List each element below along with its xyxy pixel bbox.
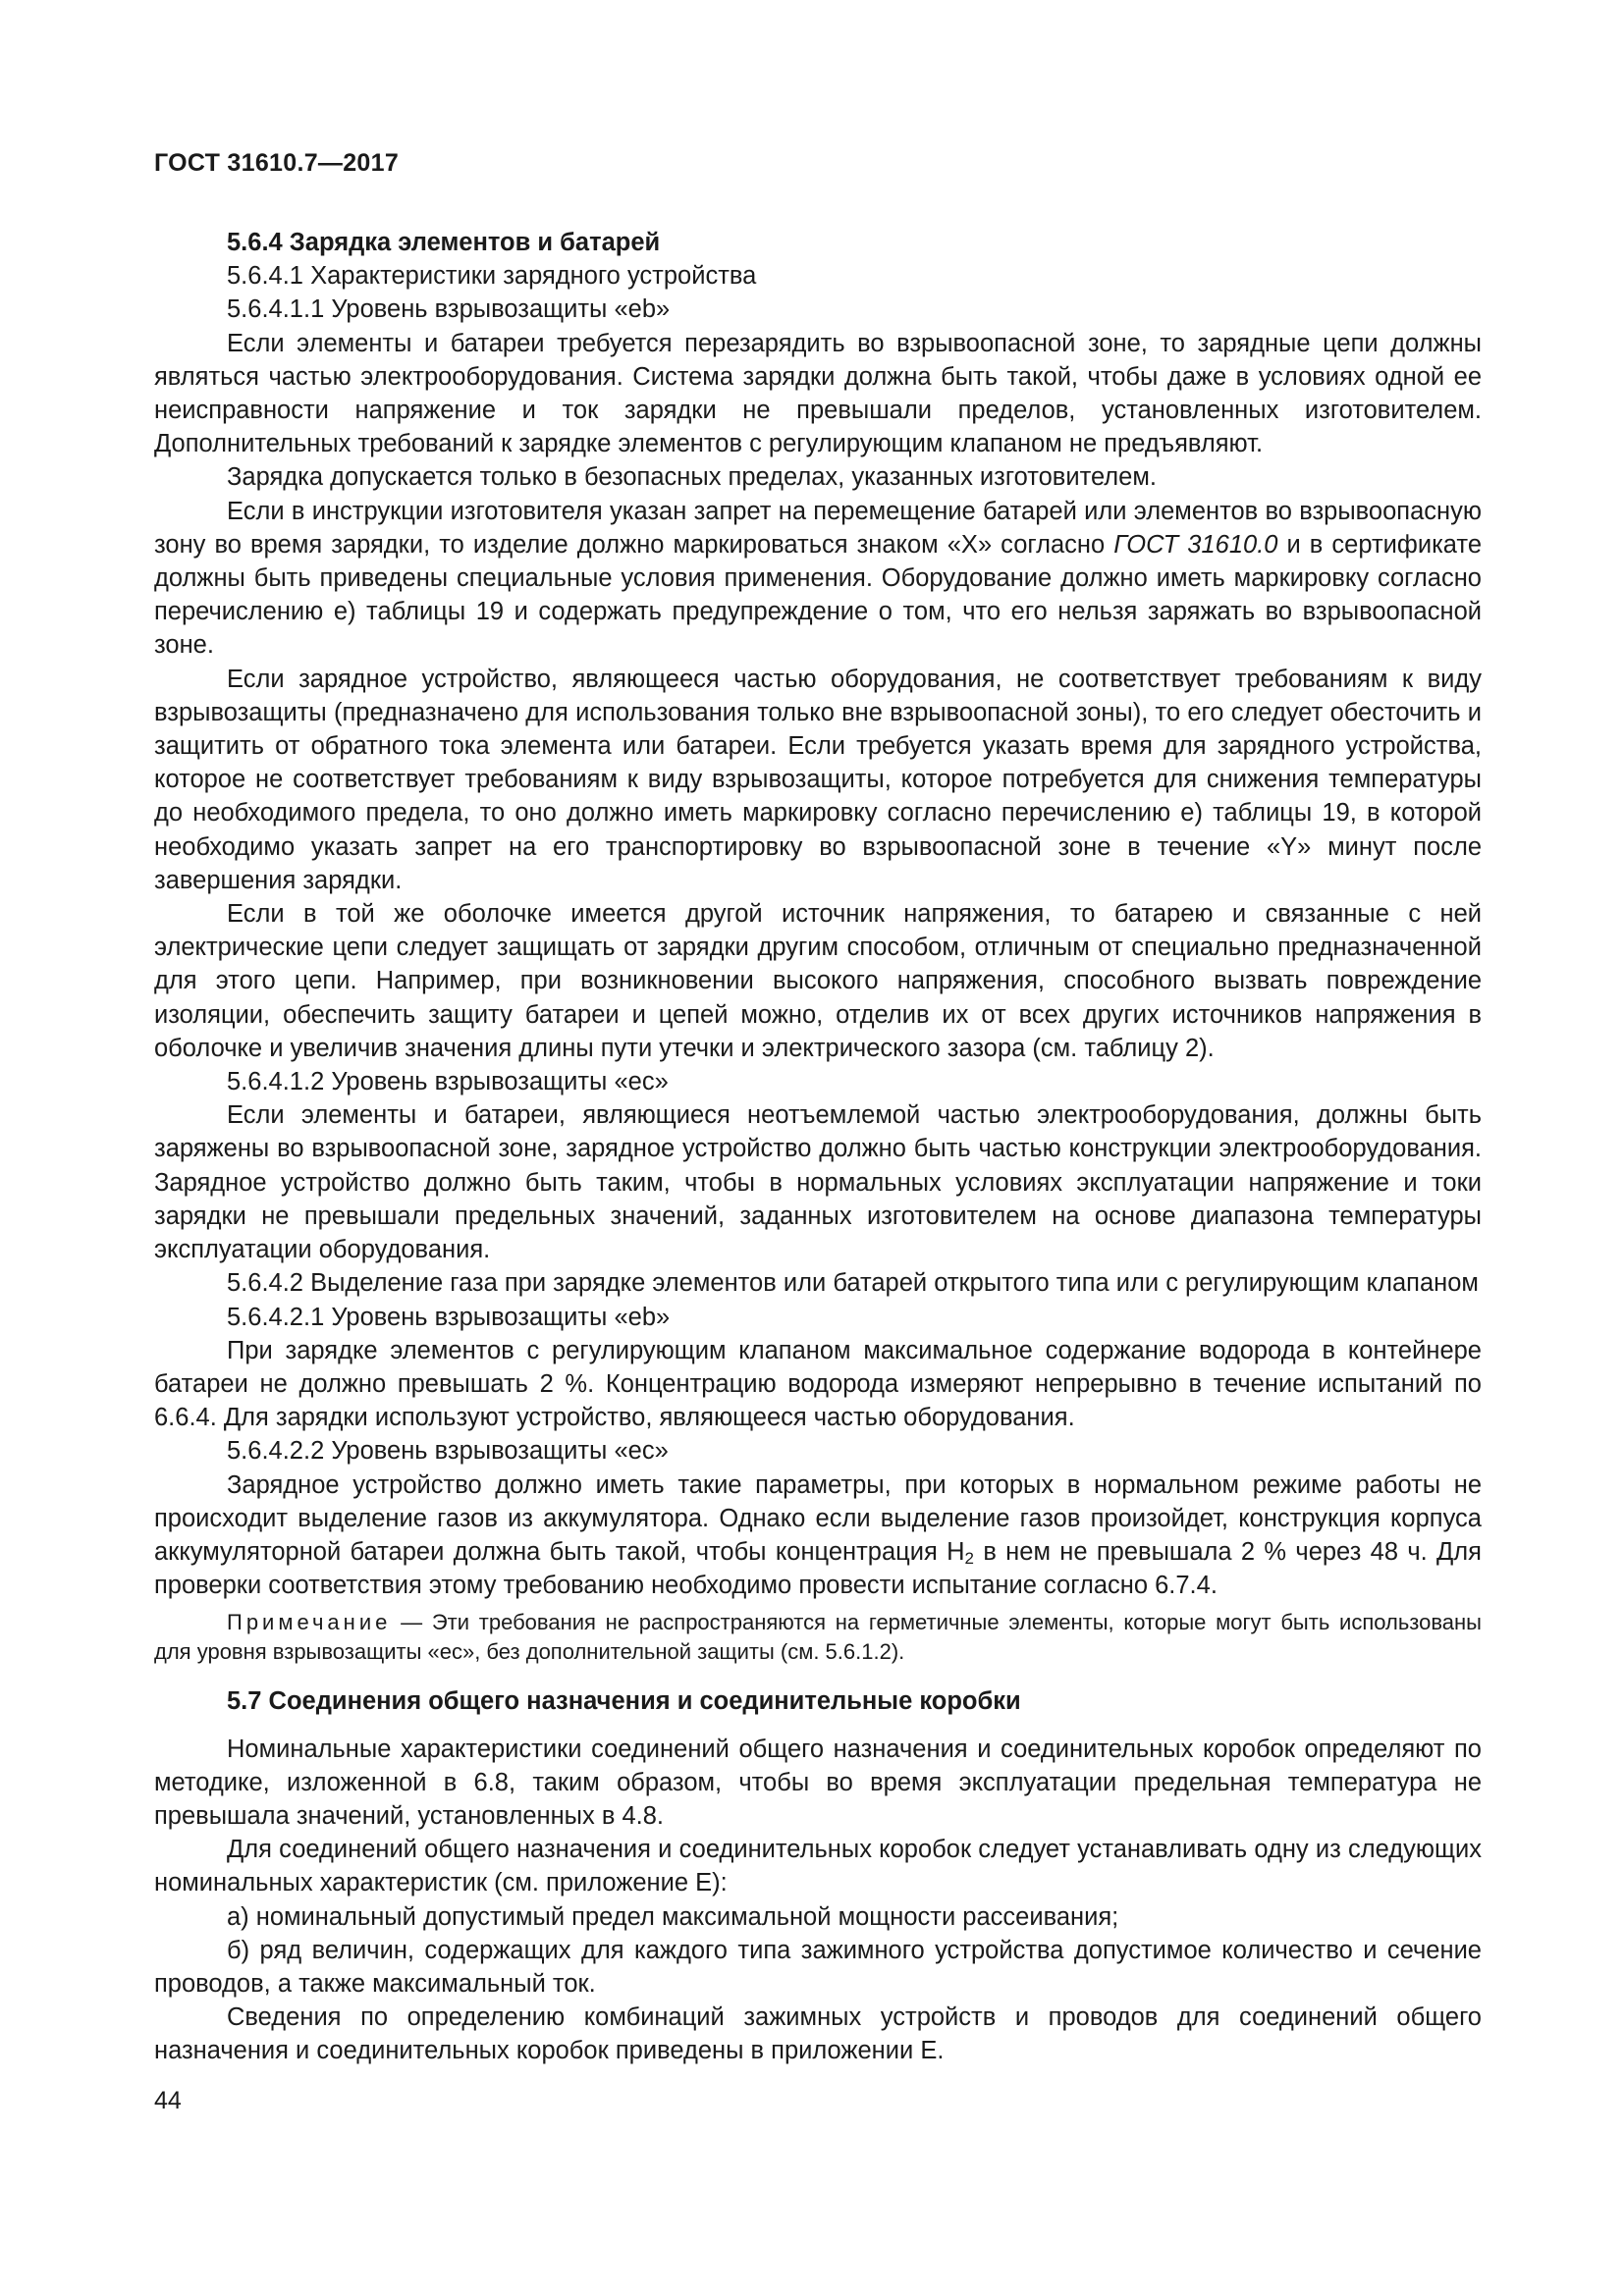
paragraph: Сведения по определению комбинаций зажимных устройств и проводов для соединений общего назначения и соединительных коробок приведены в приложении Е.	[154, 2003, 1482, 2065]
paragraph: Зарядка допускается только в безопасных пределах, указанных изготовителем.	[227, 463, 1157, 492]
paragraph: При зарядке элементов с регулирующим клапаном максимальное содержание водорода в контейнере батареи не должно превышать 2 %. Концентрацию водорода измеряют непрерывно в течение испытаний по 6.6.4. Для зарядки используют устройство, являющееся частью оборудования.	[154, 1336, 1482, 1432]
heading-5-6-4-1: 5.6.4.1 Характеристики зарядного устройства	[227, 262, 757, 291]
list-item: а) номинальный допустимый предел максимальной мощности рассеивания;	[227, 1902, 1119, 1931]
note-text: — Эти требования не распространяются на герметичные элементы, которые могут быть использованы для уровня взрывозащиты «ec», без дополнительной защиты (см. 5.6.1.2).	[154, 1610, 1482, 1665]
heading-5-6-4-1-1: 5.6.4.1.1 Уровень взрывозащиты «eb»	[227, 295, 671, 324]
heading-5-6-4-2: 5.6.4.2 Выделение газа при зарядке элементов или батарей открытого типа или с регулирующим клапаном	[227, 1269, 1479, 1298]
document-header: ГОСТ 31610.7—2017	[154, 149, 400, 177]
paragraph-text: и в сертификате должны быть приведены специальные условия применения. Оборудование должно иметь маркировку согласно перечислению е) таблицы 19 и содержать предупреждение о том, что его нельзя заряжать во взрывоопасной зоне.	[154, 530, 1482, 660]
paragraph: Если в той же оболочке имеется другой источник напряжения, то батарею и связанные с ней электрические цепи следует защищать от зарядки другим способом, отличным от специально предназначенной для этого цепи. Например, при возникновении высокого напряжения, способного вызвать повреждение изоляции, обеспечить защиту батареи и цепей можно, отделив их от всех других источников напряжения в оболочке и увеличив значения длины пути утечки и электрического зазора (см. таблицу 2).	[154, 900, 1482, 1062]
heading-5-6-4-2-1: 5.6.4.2.1 Уровень взрывозащиты «eb»	[227, 1303, 671, 1331]
paragraph: Если элементы и батареи требуется перезарядить во взрывоопасной зоне, то зарядные цепи должны являться частью электрооборудования. Система зарядки должна быть такой, чтобы даже в условиях одной ее неисправности напряжение и ток зарядки не превышали пределов, установленных изготовителем. Дополнительных требований к зарядке элементов с регулирующим клапаном не предъявляют.	[154, 329, 1482, 458]
heading-5-6-4-2-2: 5.6.4.2.2 Уровень взрывозащиты «ec»	[227, 1437, 669, 1466]
heading-5-6-4-1-2: 5.6.4.1.2 Уровень взрывозащиты «ec»	[227, 1068, 669, 1096]
paragraph-text: в нем не превышала 2 % через 48 ч. Для проверки соответствия этому требованию необходимо провести испытание согласно 6.7.4.	[154, 1537, 1482, 1600]
paragraph	[154, 1468, 1482, 1603]
heading-5-7: 5.7 Соединения общего назначения и соединительные коробки	[227, 1687, 1021, 1716]
subscript: 2	[964, 1548, 975, 1568]
list-item: б) ряд величин, содержащих для каждого типа зажимного устройства допустимое количество и сечение проводов, а также максимальный ток.	[154, 1936, 1482, 1998]
paragraph	[154, 495, 1482, 663]
standard-reference: ГОСТ 31610.0	[1113, 530, 1278, 559]
paragraph-text: Если в инструкции изготовителя указан запрет на перемещение батарей или элементов во взрывоопасную зону во время зарядки, то изделие должно маркироваться знаком «X» согласно	[154, 497, 1482, 559]
document-body	[154, 226, 1482, 2068]
paragraph: Для соединений общего назначения и соединительных коробок следует устанавливать одну из следующих номинальных характеристик (см. приложение Е):	[154, 1836, 1482, 1897]
paragraph: Номинальные характеристики соединений общего назначения и соединительных коробок определяют по методике, изложенной в 6.8, таким образом, чтобы во время эксплуатации предельная температура не превышала значений, установленных в 4.8.	[154, 1735, 1482, 1830]
note	[154, 1608, 1482, 1667]
paragraph-text: Зарядное устройство должно иметь такие параметры, при которых в нормальном режиме работы не происходит выделение газов из аккумулятора. Однако если выделение газов произойдет, конструкция корпуса аккумуляторной батареи должна быть такой, чтобы концентрация H	[154, 1470, 1482, 1566]
paragraph: Если зарядное устройство, являющееся частью оборудования, не соответствует требованиям к виду взрывозащиты (предназначено для использования только вне взрывоопасной зоны), то его следует обесточить и защитить от обратного тока элемента или батареи. Если требуется указать время для зарядного устройства, которое не соответствует требованиям к виду взрывозащиты, которое потребуется для снижения температуры до необходимого предела, то оно должно иметь маркировку согласно перечислению е) таблицы 19, в которой необходимо указать запрет на его транспортировку во взрывоопасной зоне в течение «Y» минут после завершения зарядки.	[154, 665, 1482, 894]
page-number: 44	[154, 2087, 182, 2114]
note-label: Примечание	[227, 1610, 392, 1635]
heading-5-6-4: 5.6.4 Зарядка элементов и батарей	[227, 229, 661, 256]
paragraph: Если элементы и батареи, являющиеся неотъемлемой частью электрооборудования, должны быть заряжены во взрывоопасной зоне, зарядное устройство должно быть частью конструкции электрооборудования. Зарядное устройство должно быть таким, чтобы в нормальных условиях эксплуатации напряжение и токи зарядки не превышали предельных значений, заданных изготовителем на основе диапазона температуры эксплуатации оборудования.	[154, 1101, 1482, 1264]
